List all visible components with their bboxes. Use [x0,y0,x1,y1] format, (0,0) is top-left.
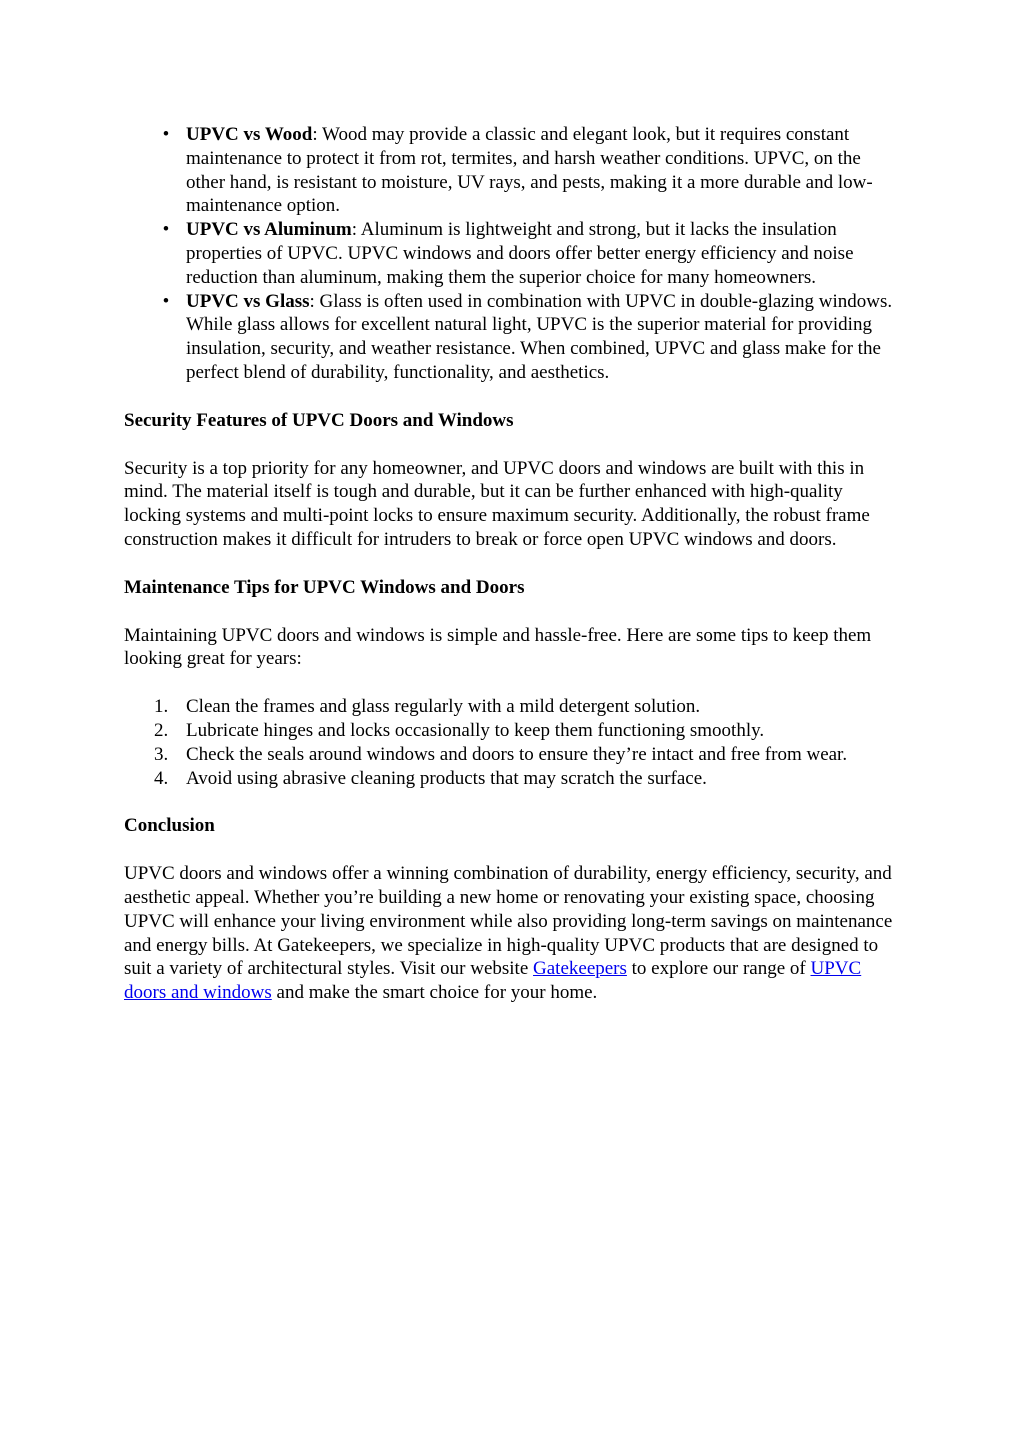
comparison-term: UPVC vs Glass [186,290,310,312]
conclusion-paragraph [124,862,904,1005]
bullet-icon: • [162,290,170,312]
list-number: 2. [154,719,169,741]
comparison-text: : Glass is often used in combination with UPVC in double-glazing windows. While glass allows for excellent natural light, UPVC is the superior material for providing insulation, security, and weather resistance. When combined, UPVC and glass make for the perfect blend of durability, functionality, and aesthetics. [186,290,893,383]
gatekeepers-link[interactable]: Gatekeepers [533,958,627,980]
comparison-text: : Aluminum is lightweight and strong, but it lacks the insulation properties of UPVC. UPVC windows and doors offer better energy efficiency and noise reduction than aluminum, making them the superior choice for many homeowners. [186,219,854,288]
maintenance-intro: Maintaining UPVC doors and windows is simple and hassle-free. Here are some tips to keep them looking great for years: [124,624,872,670]
list-number: 1. [154,696,169,718]
list-item [124,290,904,385]
conclusion-text: and make the smart choice for your home. [271,982,598,1004]
maintenance-tips-list [124,695,904,790]
comparison-list [124,123,904,385]
document-page [124,123,904,1005]
list-item [124,767,904,791]
conclusion-text: to explore our range of [626,958,811,980]
list-item [124,123,904,218]
conclusion-heading: Conclusion [124,815,215,837]
upvc-doors-windows-link[interactable]: UPVC doors and windows [124,958,862,1004]
comparison-text: : Wood may provide a classic and elegant look, but it requires constant maintenance to protect it from rot, termites, and harsh weather conditions. UPVC, on the other hand, is resistant to moisture, UV rays, and pests, making it a more durable and low-maintenance option. [186,124,873,217]
list-item [124,719,904,743]
tip-text: Check the seals around windows and doors to ensure they’re intact and free from wear. [186,743,848,765]
list-item [124,743,904,767]
bullet-icon: • [162,219,170,241]
comparison-term: UPVC vs Aluminum [186,219,352,241]
list-item [124,218,904,289]
list-number: 3. [154,743,169,765]
list-number: 4. [154,767,169,789]
tip-text: Lubricate hinges and locks occasionally to keep them functioning smoothly. [186,719,765,741]
security-heading: Security Features of UPVC Doors and Windows [124,409,514,431]
comparison-term: UPVC vs Wood [186,124,313,145]
tip-text: Clean the frames and glass regularly with a mild detergent solution. [186,696,701,718]
maintenance-heading: Maintenance Tips for UPVC Windows and Doors [124,576,525,598]
security-paragraph: Security is a top priority for any homeowner, and UPVC doors and windows are built with this in mind. The material itself is tough and durable, but it can be further enhanced with high-quality locking systems and multi-point locks to ensure maximum security. Additionally, the robust frame construction makes it difficult for intruders to break or force open UPVC windows and doors. [124,457,870,550]
bullet-icon: • [162,124,170,145]
tip-text: Avoid using abrasive cleaning products that may scratch the surface. [186,767,707,789]
list-item [124,695,904,719]
conclusion-text: UPVC doors and windows offer a winning combination of durability, energy efficiency, security, and aesthetic appeal. Whether you’re building a new home or renovating your existing space, choosing UPVC will enhance your living environment while also providing long-term savings on maintenance and energy bills. At Gatekeepers, we specialize in high-quality UPVC products that are designed to suit a variety of architectural styles. Visit our website [124,863,893,980]
